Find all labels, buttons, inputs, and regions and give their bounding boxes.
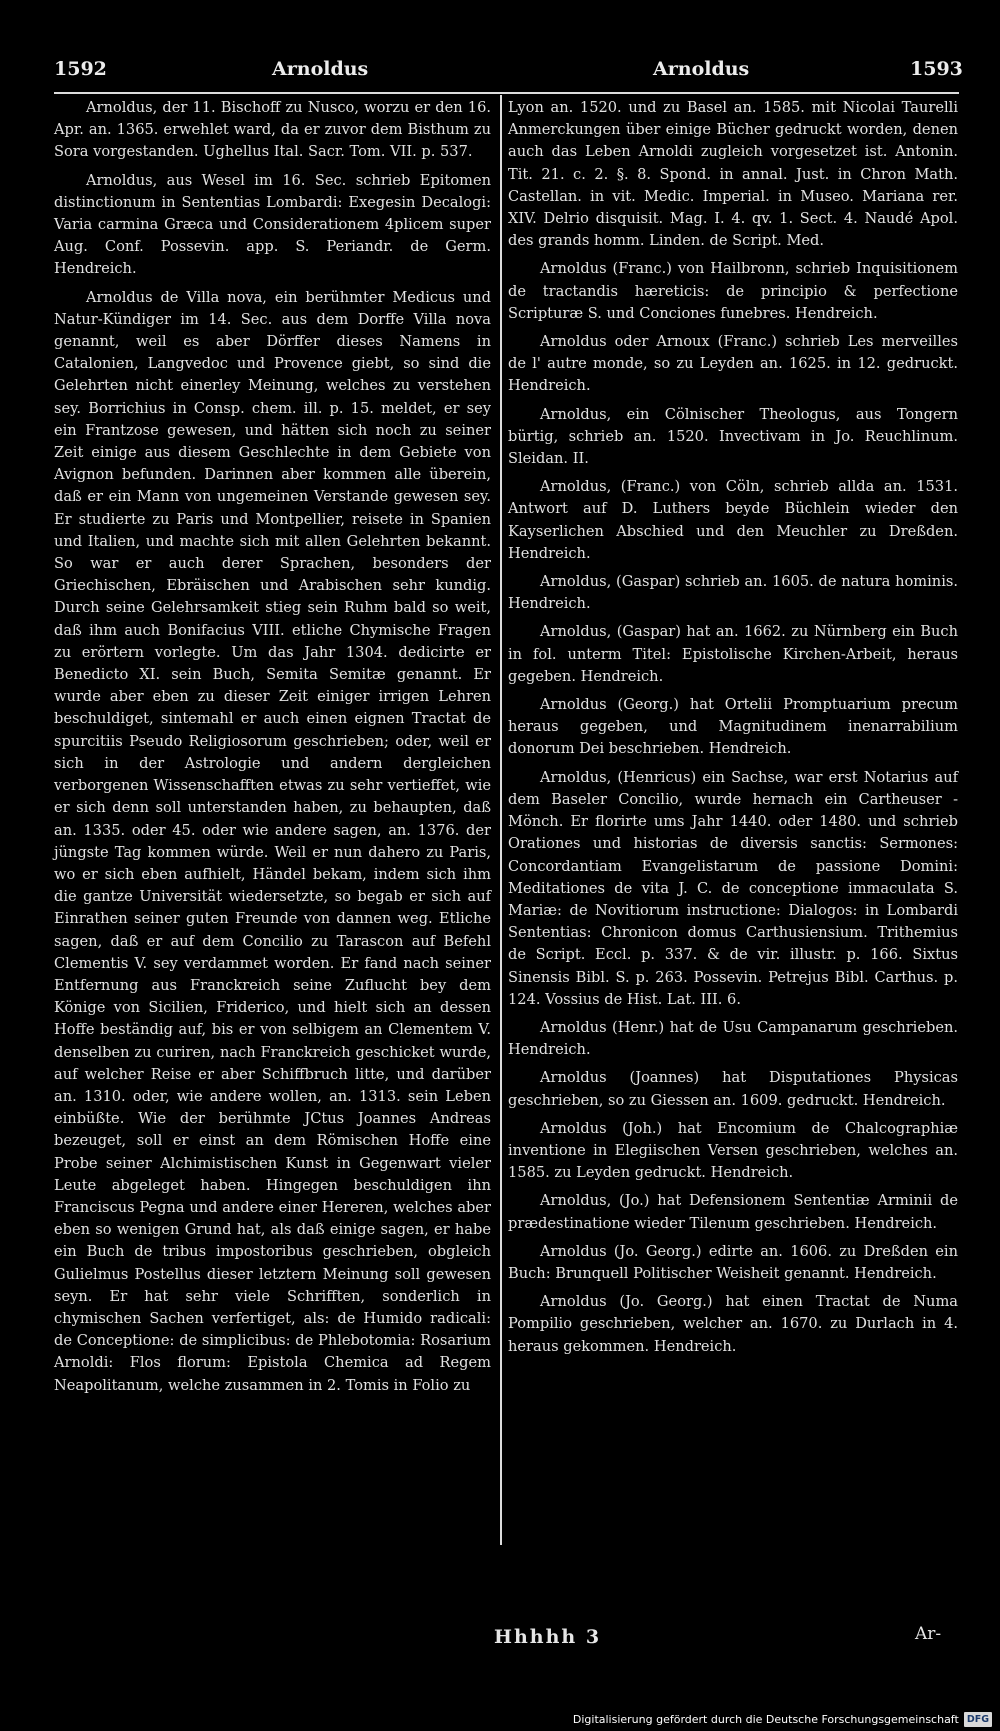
- left-running-head: Arnoldus: [272, 58, 369, 80]
- entry: [508, 476, 958, 565]
- entry: [508, 1067, 958, 1111]
- dfg-logo: DFG: [964, 1712, 992, 1727]
- column-divider: [500, 95, 502, 1545]
- footer-credit: [573, 1710, 992, 1728]
- header-rule: [54, 92, 959, 94]
- entry: [508, 1190, 958, 1234]
- entry-text: Arnoldus (Henr.) hat de Usu Campanarum geschrieben. Hendreich.: [508, 1018, 958, 1059]
- entry: [508, 571, 958, 615]
- entry-text: Arnoldus (Joh.) hat Encomium de Chalcographiæ inventione in Elegiischen Versen geschrieben, welches an. 1585. zu Leyden gedruckt. Hendreich.: [508, 1119, 958, 1182]
- entry: [508, 97, 958, 252]
- entry-text: Arnoldus (Georg.) hat Ortelii Promptuarium precum heraus gegeben, und Magnitudinem inenarrabilium donorum Dei beschrieben. Hendreich.: [508, 696, 958, 758]
- entry-text: Arnoldus, (Jo.) hat Defensionem Sententiæ Arminii de prædestinatione wieder Tilenum geschrieben. Hendreich.: [508, 1192, 958, 1232]
- entry-text: Arnoldus (Jo. Georg.) edirte an. 1606. zu Dreßden ein Buch: Brunquell Politischer Weisheit genannt. Hendreich.: [508, 1242, 958, 1282]
- entry-text: Arnoldus (Jo. Georg.) hat einen Tractat de Numa Pompilio geschrieben, welcher an. 1670. zu Durlach in 4. heraus gekommen. Hendreich.: [508, 1293, 958, 1355]
- signature-mark: Hhhhh 3: [494, 1626, 602, 1648]
- entry: [508, 1118, 958, 1185]
- entry-text: Arnoldus (Franc.) von Hailbronn, schrieb Inquisitionem de tractandis hæreticis: de principio & perfectione Scripturæ S. und Conciones funebres. Hendreich.: [508, 260, 958, 322]
- entry-text: Lyon an. 1520. und zu Basel an. 1585. mit Nicolai Taurelli Anmerckungen über einige Bücher gedruckt worden, denen auch das Leben Arnoldi zugleich vorgesetzet ist. Antonin. Tit. 21. c. 2. §. 8. Spond. in annal. Just. in Chron Math. Castellan. in vit. Medic. Imperial. in Museo. Mariana rer. XIV. Delrio disquisit. Mag. I. 4. qv. 1. Sect. 4. Naudé Apol. des grands homm. Linden. de Script. Med.: [508, 99, 958, 250]
- entry: [54, 170, 491, 281]
- entry: [54, 287, 491, 1397]
- footer-text: Digitalisierung gefördert durch die Deutsche Forschungsgemeinschaft: [572, 1712, 959, 1726]
- entry: [508, 1017, 958, 1061]
- right-page-number: 1593: [910, 58, 963, 80]
- entry-text: Arnoldus, (Gaspar) schrieb an. 1605. de natura hominis. Hendreich.: [508, 573, 958, 613]
- entry-text: Arnoldus, aus Wesel im 16. Sec. schrieb Epitomen distinctionum in Sententias Lombardi: Exegesin Decalogi: Varia carmina Græca und Considerationem 4plicem super Aug. Conf. Possevin. app. S. Periandr. de Germ. Hendreich.: [54, 171, 491, 278]
- entry: [508, 1241, 958, 1285]
- entry: [508, 621, 958, 688]
- entry-text: Arnoldus (Joannes) hat Disputationes Physicas geschrieben, so zu Giessen an. 1609. gedruckt. Hendreich.: [508, 1069, 958, 1109]
- left-column: [54, 97, 491, 1403]
- entry-text: Arnoldus, (Gaspar) hat an. 1662. zu Nürnberg ein Buch in fol. unterm Titel: Epistolische Kirchen-Arbeit, heraus gegeben. Hendreich.: [508, 623, 958, 685]
- entry: [54, 97, 491, 164]
- entry-text: Arnoldus, ein Cölnischer Theologus, aus Tongern bürtig, schrieb an. 1520. Invectivam in Jo. Reuchlinum. Sleidan. II.: [508, 405, 958, 468]
- entry-text: Arnoldus, der 11. Bischoff zu Nusco, worzu er den 16. Apr. an. 1365. erwehlet ward, da er zuvor dem Bisthum zu Sora vorgestanden. Ughellus Ital. Sacr. Tom. VII. p. 537.: [54, 99, 491, 161]
- entry-text: Arnoldus oder Arnoux (Franc.) schrieb Les merveilles de l' autre monde, so zu Leyden an. 1625. in 12. gedruckt. Hendreich.: [508, 333, 958, 395]
- entry: [508, 1291, 958, 1358]
- entry-text: Arnoldus de Villa nova, ein berühmter Medicus und Natur-Kündiger im 14. Sec. aus dem Dorffe Villa nova genannt, weil es aber Dörffer dieses Namens in Catalonien, Langvedoc und Provence giebt, so sind die Gelehrten nicht einerley Meinung, welches zu verstehen sey. Borrichius in Consp. chem. ill. p. 15. meldet, er sey ein Frantzose gewesen, und hätten sich noch zu seiner Zeit einige aus diesem Geschlechte in dem Gebiete von Avignon befunden. Darinnen aber kommen alle überein, daß er ein Mann von ungemeinen Verstande gewesen sey. Er studierte zu Paris und Montpellier, reisete in Spanien und Italien, und machte sich mit allen Gelehrten bekannt. So war er auch derer Sprachen, besonders der Griechischen, Ebräischen und Arabischen sehr kundig. Durch seine Gelehrsamkeit stieg sein Ruhm bald so weit, daß ihm auch Bonifacius VIII. etliche Chymische Fragen zu erörtern vorlegte. Um das Jahr 1304. dedicirte er Benedicto XI. sein Buch, Semita Semitæ genannt. Er wurde aber eben zu dieser Zeit einiger irrigen Lehren beschuldiget, sintemahl er auch einen eignen Tractat de spurcitiis Pseudo Religiosorum geschrieben; oder, weil er sich in der Astrologie und andern dergleichen verborgenen Wissenschafften etwas zu sehr vertieffet, wie er sich denn soll unterstanden haben, zu behaupten, daß an. 1335. oder 45. oder wie andere sagen, an. 1376. der jüngste Tag kommen würde. Weil er nun dahero zu Paris, wo er sich eben aufhielt, Händel bekam, indem sich ihm die gantze Universität wiedersetzte, so begab er sich auf Einrathen seiner guten Freunde von dannen weg. Etliche sagen, daß er auf dem Concilio zu Tarascon auf Befehl Clementis V. sey verdammet worden. Er fand nach seiner Entfernung aus Franckreich seine Zuflucht bey dem Könige von Sicilien, Friderico, und hielt sich an dessen Hoffe beständig auf, bis er von selbigem an Clementem V. denselben zu curiren, nach Franckreich geschicket wurde, auf welcher Reise er aber Schiffbruch litte, und darüber an. 1310. oder, wie andere wollen, an. 1313. sein Leben einbüßte. Wie der berühmte JCtus Joannes Andreas bezeuget, soll er einst an dem Römischen Hoffe eine Probe seiner Alchimistischen Kunst in Gegenwart vieler Leute abgeleget haben. Hingegen beschuldigen ihn Franciscus Pegna und andere einer Hereren, welches aber eben so wenigen Grund hat, als daß einige sagen, er habe ein Buch de tribus impostoribus geschrieben, obgleich Gulielmus Postellus dieser letztern Meinung soll gewesen seyn. Er hat sehr viele Schrifften, sonderlich in chymischen Sachen verfertiget, als: de Humido radicali: de Conceptione: de simplicibus: de Phlebotomia: Rosarium Arnoldi: Flos florum: Epistola Chemica ad Regem Neapolitanum, welche zusammen in 2. Tomis in Folio zu: [54, 288, 491, 1394]
- entry: [508, 404, 958, 471]
- entry: [508, 767, 958, 1011]
- right-column: [508, 97, 958, 1364]
- catchword: Ar-: [915, 1624, 942, 1644]
- entry: [508, 258, 958, 325]
- left-page-number: 1592: [54, 58, 107, 80]
- right-running-head: Arnoldus: [653, 58, 750, 80]
- entry-text: Arnoldus, (Franc.) von Cöln, schrieb allda an. 1531. Antwort auf D. Luthers beyde Büchlein wieder den Kayserlichen Abschied und den Meuchler zu Dreßden. Hendreich.: [508, 478, 958, 562]
- entry: [508, 694, 958, 761]
- entry-text: Arnoldus, (Henricus) ein Sachse, war erst Notarius auf dem Baseler Concilio, wurde hernach ein Cartheuser - Mönch. Er florirte ums Jahr 1440. oder 1480. und schrieb Orationes und historias de diversis sanctis: Sermones: Concordantiam Evangelistarum de passione Domini: Meditationes de vita J. C. de conceptione immaculata S. Mariæ: de Novitiorum instructione: Dialogos: in Lombardi Sententias: Chronicon domus Carthusiensium. Trithemius de Script. Eccl. p. 337. & de vir. illustr. p. 166. Sixtus Sinensis Bibl. S. p. 263. Possevin. Petrejus Bibl. Carthus. p. 124. Vossius de Hist. Lat. III. 6.: [508, 768, 958, 1008]
- entry: [508, 331, 958, 398]
